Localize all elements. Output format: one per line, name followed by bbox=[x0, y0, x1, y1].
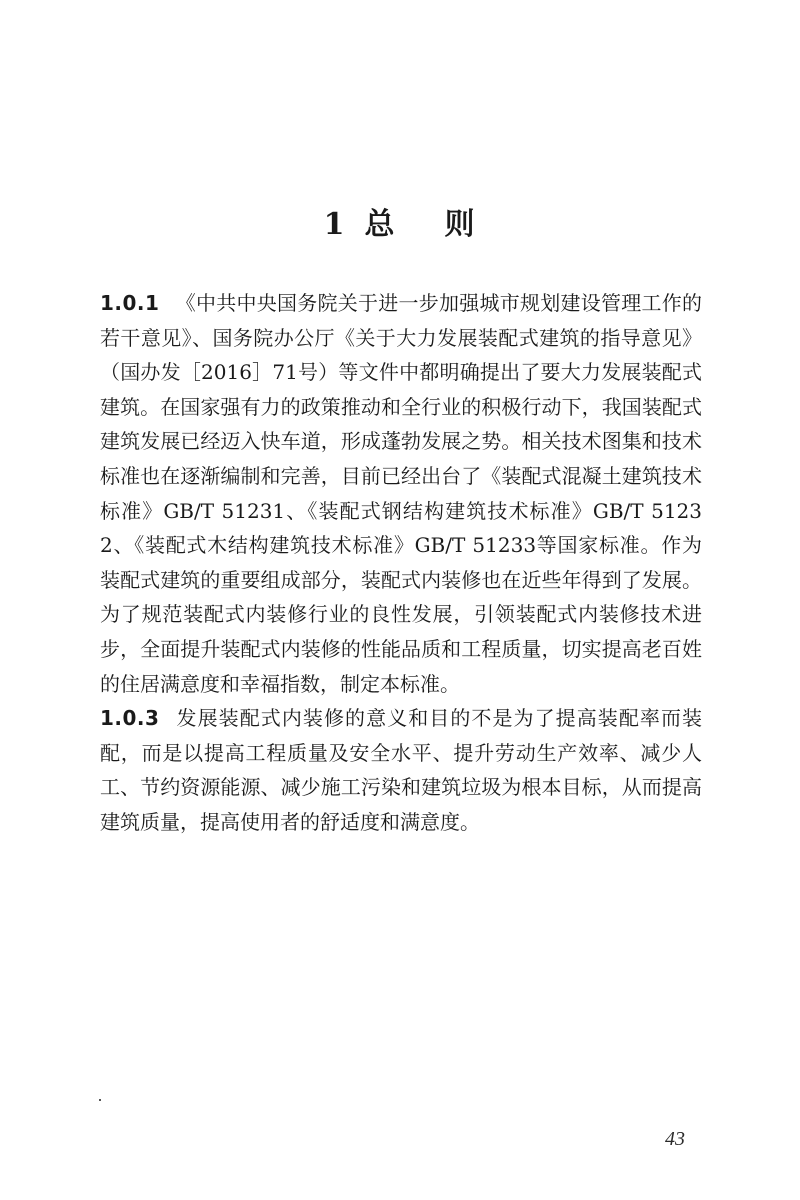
page-number: 43 bbox=[665, 1128, 685, 1150]
clause-number: 1.0.3 bbox=[100, 706, 160, 731]
chapter-title-part1: 总 bbox=[364, 207, 397, 242]
clause-1-0-3 bbox=[100, 701, 702, 839]
chapter-title-part2: 则 bbox=[444, 207, 477, 242]
clause-text: 发展装配式内装修的意义和目的不是为了提高装配率而装配，而是以提高工程质量及安全水平、提升劳动生产效率、减少人工、节约资源能源、减少施工污染和建筑垃圾为根本目标，从而提高建筑质量，提高使用者的舒适度和满意度。 bbox=[100, 706, 702, 834]
clause-text: 《中共中央国务院关于进一步加强城市规划建设管理工作的若干意见》、国务院办公厅《关于大力发展装配式建筑的指导意见》（国办发［2016］71号）等文件中都明确提出了要大力发展装配式建筑。在国家强有力的政策推动和全行业的积极行动下，我国装配式建筑发展已经迈入快车道，形成蓬勃发展之势。相关技术图集和技术标准也在逐渐编制和完善，目前已经出台了《装配式混凝土建筑技术标准》GB/T 51231、《装配式钢结构建筑技术标准》GB/T 51232、《装配式木结构建筑技术标准》GB/T 51233等国家标准。作为装配式建筑的重要组成部分，装配式内装修也在近些年得到了发展。为了规范装配式内装修行业的良性发展，引领装配式内装修技术进步，全面提升装配式内装修的性能品质和工程质量，切实提高老百姓的住居满意度和幸福指数，制定本标准。 bbox=[100, 291, 702, 696]
chapter-title bbox=[0, 203, 800, 247]
clause-number: 1.0.1 bbox=[100, 291, 160, 315]
chapter-body bbox=[100, 286, 702, 840]
scan-speck bbox=[99, 1099, 101, 1101]
chapter-number: 1 bbox=[323, 207, 347, 242]
clause-1-0-1 bbox=[100, 286, 702, 701]
